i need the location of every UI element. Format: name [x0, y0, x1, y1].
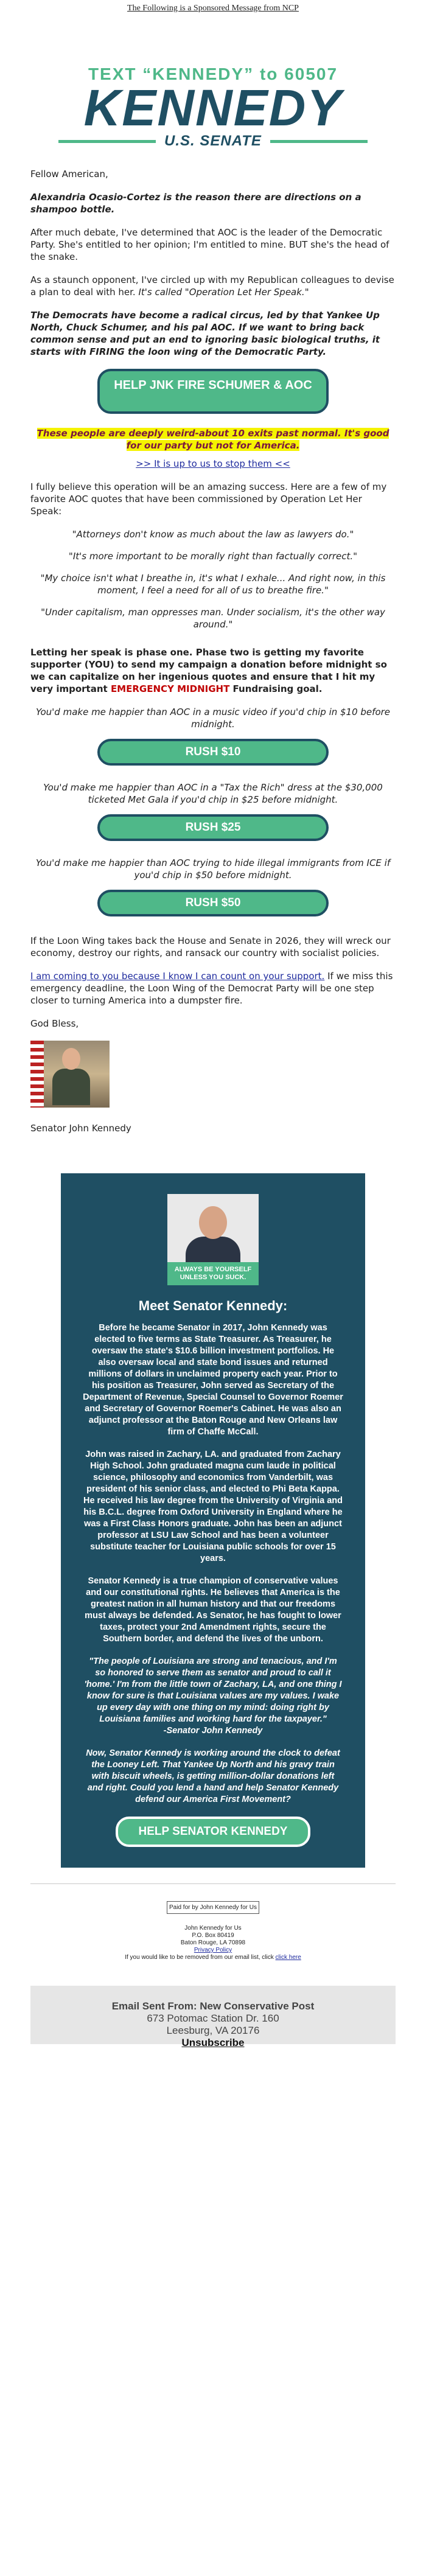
address-line: Baton Rouge, LA 70898 — [180, 1939, 246, 1946]
paragraph — [30, 970, 396, 1007]
emergency-midnight: EMERGENCY MIDNIGHT — [110, 683, 230, 694]
bio-quote-attribution: -Senator John Kennedy — [163, 1726, 263, 1736]
opening-line: Alexandria Ocasio-Cortez is the reason there are directions on a shampoo bottle. — [30, 192, 361, 215]
privacy-policy-link[interactable]: Privacy Policy — [194, 1947, 232, 1953]
aoc-quote: "It's more important to be morally right than factually correct." — [68, 551, 358, 562]
letter-body — [30, 168, 396, 1134]
unsubscribe-note — [30, 1954, 396, 1961]
unsubscribe-link[interactable]: Unsubscribe — [181, 2037, 245, 2048]
senator-photo — [30, 1041, 110, 1108]
operation-name: It's called "Operation Let Her Speak." — [138, 287, 309, 298]
address-line: John Kennedy for Us — [184, 1925, 242, 1932]
footer-address: 673 Potomac Station Dr. 160 — [147, 2012, 279, 2024]
aoc-quote: "Under capitalism, man oppresses man. Under socialism, it's the other way around." — [41, 607, 385, 630]
bio-paragraph: Before he became Senator in 2017, John Kennedy was elected to five terms as State Treasurer. As Treasurer, he oversaw the state's $10.6 billion investment portfolios. He also oversaw local and state bond issues and returned millions of dollars in unclaimed property each year. Prior to his position as Treasurer, John served as Secretary of the Department of Revenue, Special Counsel to Governor Roemer and Secretary of Governor Roemer's Cabinet. He was also an adjunct professor at the Baton Rouge and New Orleans law firm of Chaffe McCall. — [83, 1323, 343, 1437]
divider — [30, 1883, 396, 1884]
bio-paragraph: Senator Kennedy is a true champion of conservative values and our constitutional rights. He believes that America is the greatest nation in all human history and that our freedoms must always be defended. As Senator, he has fought to lower taxes, protect your 2nd Amendment rights, secure the Southern border, and defend the lives of the unborn. — [85, 1576, 341, 1644]
highlight-text: These people are deeply weird-about 10 exits past normal. It's good for our party but not for America. — [37, 428, 389, 451]
bio-photo-head — [199, 1206, 227, 1239]
bio-paragraph: John was raised in Zachary, LA. and graduated from Zachary High School. John graduated magna cum laude in political science, philosophy and economics from Vanderbilt, was president of his senior class, and elected to Phi Beta Kappa. He received his law degree from the University of Virginia and his B.C.L. degree from Oxford University in England where he was a First Class Honors graduate. John has been an adjunct professor at LSU Law School and has been a volunteer substitute teacher for Louisiana public schools for over 15 years. — [83, 1450, 343, 1563]
logo-bar-right — [270, 140, 368, 143]
paragraph-phase — [30, 646, 396, 695]
email-footer — [30, 1986, 396, 2048]
stop-them-link[interactable]: >> It is up to us to stop them << — [136, 458, 290, 469]
help-senator-kennedy-button[interactable]: HELP SENATOR KENNEDY — [116, 1817, 310, 1847]
logo-text-line: TEXT “KENNEDY” to 60507 — [88, 65, 338, 83]
rush-25-button[interactable]: RUSH $25 — [97, 814, 329, 841]
paragraph-text: If we miss this emergency deadline, the Loon Wing of the Democrat Party will be one step closer to turning America into a dumpster fire. — [30, 971, 393, 1006]
fire-schumer-aoc-button[interactable]: HELP JNK FIRE SCHUMER & AOC — [97, 369, 329, 414]
bio-photo — [167, 1194, 259, 1285]
rush-10-button[interactable]: RUSH $10 — [97, 739, 329, 766]
highlight-callout — [30, 427, 396, 452]
paragraph-text: Letting her speak is phase one. Phase two is getting my favorite supporter (YOU) to send my campaign a donation before midnight so we can capitalize on her ingenious quotes and ensure that I hit my very important — [30, 647, 387, 694]
email-container — [30, 0, 396, 2048]
unsubscribe-note-text: If you would like to be removed from our email list, click — [125, 1954, 274, 1961]
donation-ask: You'd make me happier than AOC trying to hide illegal immigrants from ICE if you'd chip in $50 before midnight. — [35, 857, 391, 881]
closing: God Bless, — [30, 1018, 79, 1029]
rush-50-button[interactable]: RUSH $50 — [97, 890, 329, 916]
paragraph: If the Loon Wing takes back the House and Senate in 2026, they will wreck our economy, destroy our rights, and ransack our country with socialist policies. — [30, 935, 391, 958]
aoc-quote: "My choice isn't what I breathe in, it's what I exhale... And right now, in this moment, I feel a need for all of us to breathe fire." — [40, 573, 386, 596]
flag-graphic — [30, 1041, 44, 1108]
support-link[interactable]: I am coming to you because I know I can count on your support. — [30, 971, 325, 982]
paragraph: I fully believe this operation will be an amazing success. Here are a few of my favorite AOC quotes that have been commissioned by Operation Let Her Speak: — [30, 481, 387, 517]
sent-from: Email Sent From: New Conservative Post — [111, 2000, 315, 2012]
paragraph — [30, 274, 396, 298]
bio-photo-badge: ALWAYS BE YOURSELF UNLESS YOU SUCK. — [167, 1262, 259, 1285]
paragraph-text: Fundraising goal. — [229, 683, 323, 694]
logo-office: U.S. SENATE — [164, 133, 262, 149]
logo-bar-left — [58, 140, 156, 143]
paragraph: After much debate, I've determined that AOC is the leader of the Democratic Party. She's entitled to her opinion; I'm entitled to mine. BUT she's the head of the snake. — [30, 227, 389, 262]
paid-for-box: Paid for by John Kennedy for Us — [167, 1901, 259, 1914]
bio-quote: "The people of Louisiana are strong and tenacious, and I'm so honored to serve them as senator and proud to call it 'home.' I'm from the little town of Zachary, LA, and one thing I know for sure is that Louisiana values are my values. I wake up every day with one thing on my mind: doing right by Louisiana families and working hard for the taxpayer." — [84, 1656, 342, 1724]
footer-address: Leesburg, VA 20176 — [166, 2025, 260, 2036]
logo-name: KENNEDY — [83, 79, 343, 136]
address-line: P.O. Box 80419 — [192, 1932, 234, 1939]
paragraph-emphasis: The Democrats have become a radical circus, led by that Yankee Up North, Chuck Schumer, and his pal AOC. If we want to bring back common sense and put an end to ignoring basic biological truths, it starts with FIRING the loon wing of the Democratic Party. — [30, 310, 380, 357]
kennedy-logo — [30, 65, 396, 150]
sponsor-notice: The Following is a Sponsored Message from NCP — [127, 4, 299, 13]
signature: Senator John Kennedy — [30, 1123, 131, 1134]
photo-head — [62, 1048, 80, 1070]
stop-them-link-row — [30, 458, 396, 470]
bio-panel — [61, 1173, 365, 1868]
click-here-link[interactable]: click here — [275, 1954, 301, 1961]
donation-ask: You'd make me happier than AOC in a music video if you'd chip in $10 before midnight. — [35, 707, 391, 730]
campaign-address — [30, 1925, 396, 1961]
donation-ask: You'd make me happier than AOC in a "Tax the Rich" dress at the $30,000 ticketed Met Gala if you'd chip in $25 before midnight. — [43, 782, 383, 805]
photo-torso — [52, 1069, 90, 1105]
aoc-quote: "Attorneys don't know as much about the law as lawyers do." — [72, 529, 354, 540]
bio-paragraph: Now, Senator Kennedy is working around the clock to defeat the Looney Left. That Yankee Up North and his gravy train with biscuit wheels, is getting million-dollar donations left and right. Could you lend a hand and help Senator Kennedy defend our America First Movement? — [86, 1748, 340, 1804]
bio-title: Meet Senator Kennedy: — [138, 1298, 288, 1313]
paragraph-text: As a staunch opponent, I've circled up with my Republican colleagues to devise a plan to deal with her. — [30, 274, 394, 298]
greeting: Fellow American, — [30, 169, 108, 180]
